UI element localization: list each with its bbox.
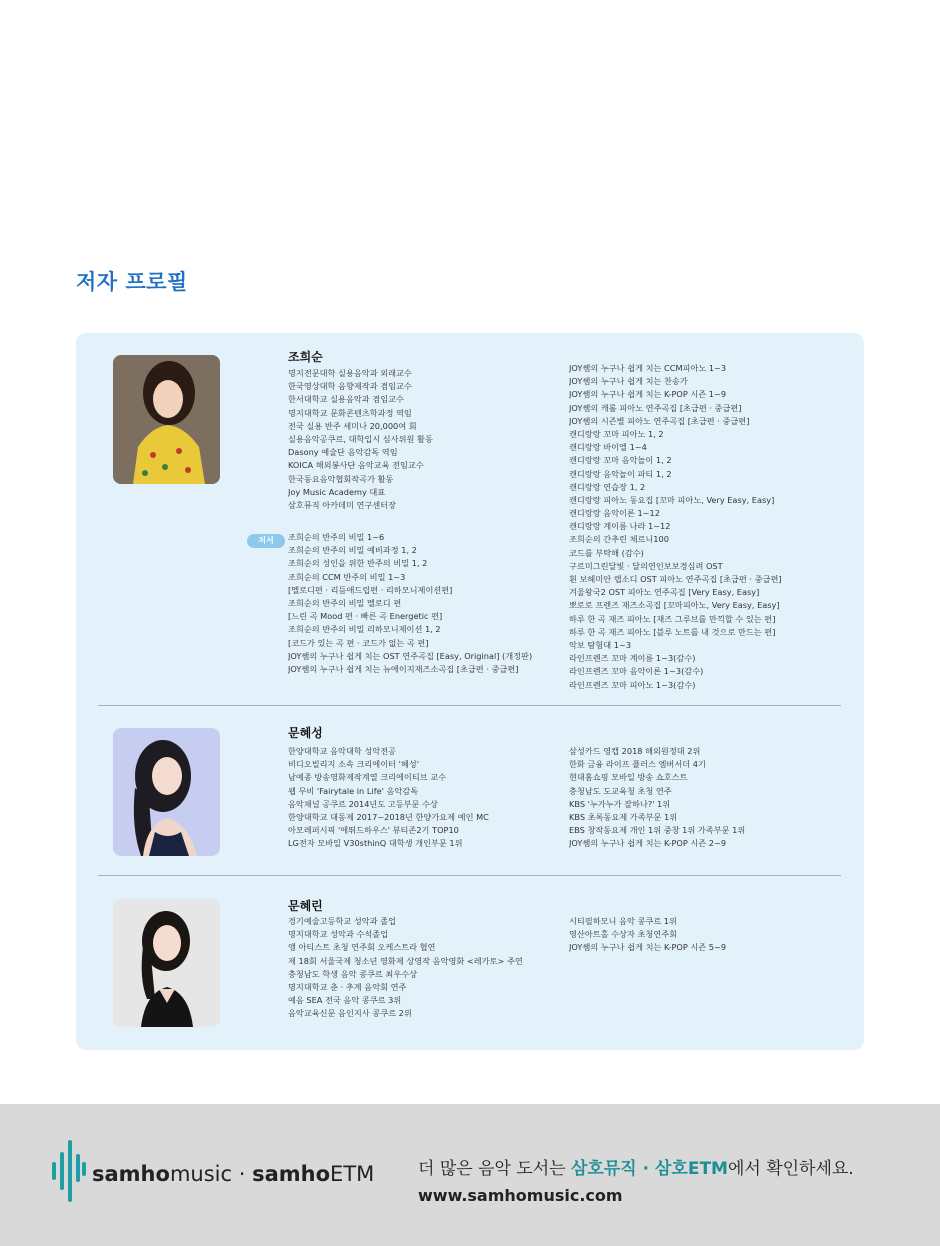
bio-item: KBS 초록동요제 가족부문 1위 — [569, 811, 678, 822]
bio-item: 한양대학교 대동제 2017~2018년 한양가요제 예인 MC — [288, 811, 489, 822]
bio-item: 아모레퍼시픽 '에뛰드하우스' 뷰티존2기 TOP10 — [288, 825, 459, 836]
book-item: 라인프렌즈 꼬마 피아노 1~3(감수) — [569, 679, 696, 690]
music-waveform-icon — [52, 1140, 86, 1210]
books-list — [288, 531, 560, 676]
bio-item: 명지대학교 춘 · 추계 음악회 연주 — [288, 981, 407, 992]
author-name: 문혜린 — [288, 899, 323, 913]
book-item: 조희순의 반주의 비밀 리하모니제이션 1, 2 — [288, 624, 441, 635]
book-item: 캔디랑랑 꼬마 피아노 1, 2 — [569, 428, 664, 439]
bio-item: 충청남도 학생 음악 콩쿠르 최우수상 — [288, 968, 418, 979]
footer-tagline — [418, 1154, 854, 1179]
book-item: 악보 탐험대 1~3 — [569, 639, 632, 650]
book-item: 캔디랑랑 음악이론 1~12 — [569, 508, 660, 519]
author-profile-card — [76, 333, 864, 1050]
bio-item: 제 18회 서울국제 청소년 영화제 상영작 음악영화 <레가토> 주연 — [288, 955, 523, 966]
bio-item: 앵 아티스트 초청 연주회 오케스트라 협연 — [288, 942, 436, 953]
bio-item: 현대홈쇼핑 모바일 방송 쇼호스트 — [569, 772, 688, 783]
bio-list — [288, 915, 560, 1021]
bio-item: 한국동요음악협회작곡가 활동 — [288, 473, 394, 484]
bio-list-right — [569, 745, 859, 851]
book-item: [코드가 있는 곡 편 · 코드가 없는 곡 편] — [288, 637, 429, 648]
book-item: JOY쌤의 누구나 쉽게 치는 찬송가 — [569, 376, 688, 387]
bio-item: 경기예술고등학교 성악과 졸업 — [288, 916, 397, 926]
book-item: 겨울왕국2 OST 피아노 연주곡집 [Very Easy, Easy] — [569, 587, 760, 598]
bio-item: 전국 실용 반주 세미나 20,000여 회 — [288, 420, 417, 431]
profile-divider — [98, 705, 841, 706]
logo-brand1-suffix: music — [169, 1162, 233, 1186]
book-item: JOY쌤의 누구나 쉽게 치는 K-POP 시즌 1~9 — [569, 389, 727, 400]
logo-brand2: samho — [252, 1162, 331, 1186]
book-item: 구르미그린달빛 · 달의연인보보경심려 OST — [569, 560, 723, 571]
bio-item: 음악채널 공쿠르 2014년도 고등부문 수상 — [288, 798, 438, 809]
bio-list-right — [569, 915, 859, 955]
bio-item: Dasony 예술단 음악감독 역임 — [288, 447, 398, 458]
tagline-post: 에서 확인하세요. — [727, 1159, 854, 1179]
logo-brand2-suffix: ETM — [330, 1162, 375, 1186]
bio-item: 명지전문대학 실용음악과 외래교수 — [288, 368, 412, 378]
book-item: JOY쌤의 캐롤 피아노 연주곡집 [초급편 · 중급편] — [569, 402, 742, 413]
bio-item: KBS '누가누가 잘하나?' 1위 — [569, 798, 671, 809]
bio-item: 한서대학교 실용음악과 겸임교수 — [288, 394, 404, 405]
bio-item: 명지대학교 문화콘텐츠학과정 역임 — [288, 407, 412, 418]
bio-item: 음악교육신문 음인지사 콩쿠르 2위 — [288, 1008, 412, 1019]
book-item: 캔디랑랑 바이엘 1~4 — [569, 442, 647, 453]
book-item: 코드를 부탁해 (감수) — [569, 547, 644, 558]
book-item: 캔디랑랑 연습장 1, 2 — [569, 481, 646, 492]
bio-item: 시티필하모니 음악 콩쿠르 1위 — [569, 916, 677, 926]
author-photo — [113, 899, 220, 1027]
logo-separator: · — [238, 1162, 246, 1186]
tagline-pre: 더 많은 음악 도서는 — [418, 1159, 571, 1179]
bio-item: 한양대학교 음악대학 성악전공 — [288, 746, 397, 756]
section-title: 저자 프로필 — [76, 270, 188, 294]
books-list-right — [569, 362, 859, 692]
bio-item: LG전자 모바일 V30sthinQ 대학생 개인부문 1위 — [288, 838, 463, 849]
book-item: 조희순의 CCM 반주의 비밀 1~3 — [288, 571, 406, 582]
author-name: 조희순 — [288, 350, 323, 364]
book-item: 캔디랑랑 피아노 동요집 [꼬마 피아노, Very Easy, Easy] — [569, 494, 775, 505]
bio-item: 한국영상대학 음향제작과 겸임교수 — [288, 381, 412, 392]
bio-item: 삼성카드 영캡 2018 해외원정대 2위 — [569, 746, 701, 756]
samho-logo[interactable] — [52, 1140, 392, 1210]
book-item: 캔디랑랑 꼬마 음악놀이 1, 2 — [569, 455, 672, 466]
bio-item: 예음 SEA 전국 음악 콩쿠르 3위 — [288, 995, 402, 1006]
bio-item: 웹 무비 'Fairytale in Life' 음악감독 — [288, 785, 419, 796]
book-item: 조희순의 반주의 비밀 1~6 — [288, 532, 385, 542]
book-item: 조희순의 반주의 비밀 예비과정 1, 2 — [288, 545, 417, 556]
author-photo — [113, 728, 220, 856]
book-item: 조희순의 성인을 위한 반주의 비밀 1, 2 — [288, 558, 428, 569]
bio-item: 충청남도 도교육청 초청 연주 — [569, 785, 672, 796]
bio-item: JOY쌤의 누구나 쉽게 치는 K-POP 시즌 5~9 — [569, 942, 727, 953]
bio-item: JOY쌤의 누구나 쉽게 치는 K-POP 시즌 2~9 — [569, 838, 727, 849]
book-item: JOY쌤의 누구나 쉽게 치는 CCM피아노 1~3 — [569, 363, 727, 373]
book-item: 캔디랑랑 음악놀이 파티 1, 2 — [569, 468, 672, 479]
book-item: 뽀로로 프렌즈 재즈소곡집 [꼬마피아노, Very Easy, Easy] — [569, 600, 780, 611]
bio-list — [288, 367, 560, 512]
book-item: 라인프렌즈 꼬마 계이름 1~3(감수) — [569, 653, 696, 664]
book-item: JOY쌤의 누구나 쉽게 치는 뉴에이지재즈소곡집 [초급편 · 중급편] — [288, 663, 519, 674]
bio-list — [288, 745, 560, 851]
bio-item: 영산아트홀 수상자 초청연주회 — [569, 929, 678, 940]
logo-wordmark — [92, 1162, 374, 1186]
book-item: JOY쌤의 시즌별 피아노 연주곡집 [초급편 · 중급편] — [569, 415, 750, 426]
bio-item: 한화 금융 라이프 플러스 엠버서더 4기 — [569, 759, 706, 770]
book-item: 흰 보헤미안 랩소디 OST 피아노 연주곡집 [초급편 · 중급편] — [569, 574, 782, 584]
book-item: 하루 한 곡 재즈 피아노 [재즈 그루브를 만끽할 수 있는 편] — [569, 613, 776, 624]
author-name: 문혜성 — [288, 726, 323, 740]
bio-item: 남예종 방송영화제작계열 크리에이티브 교수 — [288, 772, 447, 783]
book-item: 조희순의 간추린 체르니100 — [569, 534, 669, 545]
book-item: 조희순의 반주의 비밀 멜로디 편 — [288, 597, 402, 608]
bio-item: KOICA 해외봉사단 음악교육 전임교수 — [288, 460, 424, 471]
bio-item: 비디오빌리지 소속 크리에이터 '혜성' — [288, 759, 419, 770]
bio-item: 명지대학교 성악과 수석졸업 — [288, 929, 389, 940]
book-item: 하루 한 곡 재즈 피아노 [블루 노트를 내 것으로 만드는 편] — [569, 626, 776, 637]
book-item: JOY쌤의 누구나 쉽게 치는 OST 연주곡집 [Easy, Original] (개정판) — [288, 650, 533, 661]
author-photo — [113, 355, 220, 484]
bio-item: Joy Music Academy 대표 — [288, 486, 386, 497]
profile-divider — [98, 875, 841, 876]
bio-item: 삼호뮤직 아카데미 연구센터장 — [288, 499, 397, 510]
book-item: [느린 곡 Mood 편 · 빠른 곡 Energetic 편] — [288, 611, 443, 622]
logo-brand1: samho — [92, 1162, 170, 1186]
bio-item: 실용음악공쿠르, 대학입시 심사위원 활동 — [288, 433, 433, 444]
books-badge: 저서 — [247, 534, 285, 548]
book-item: 캔디랑랑 계이름 나라 1~12 — [569, 521, 671, 532]
website-link[interactable]: www.samhomusic.com — [418, 1186, 623, 1205]
book-item: 라인프렌즈 꼬마 음악이론 1~3(감수) — [569, 666, 704, 677]
tagline-highlight: 삼호뮤직 · 삼호ETM — [571, 1159, 728, 1179]
book-item: [멜로디편 · 리듬애드립편 · 리하모니제이션편] — [288, 584, 453, 595]
footer-banner — [0, 1104, 940, 1246]
bio-item: EBS 창작동요제 개인 1위 중창 1위 가족부문 1위 — [569, 825, 746, 836]
